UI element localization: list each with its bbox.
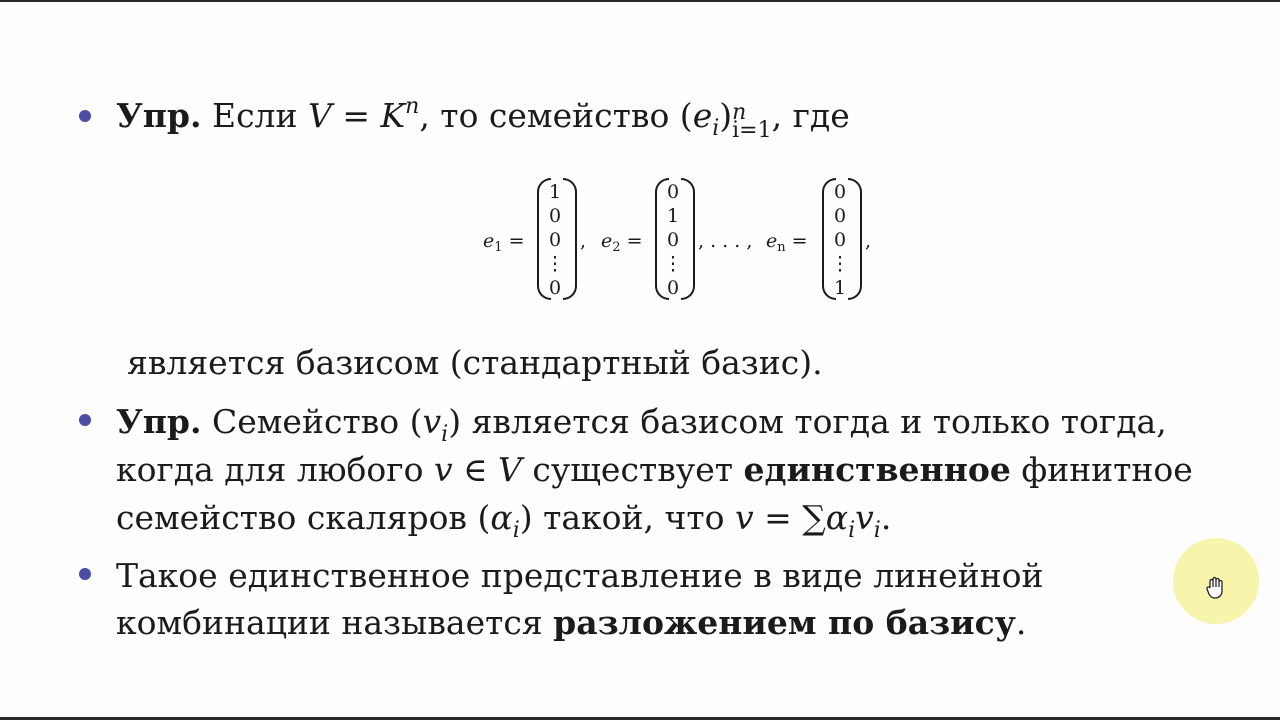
item-1-line-2: является базисом (стандартный базис).: [127, 343, 823, 382]
item-2-line-2: когда для любого v ∈ V существует единственное финитное: [116, 450, 1193, 489]
item-2-line-3: семейство скаляров $(\alpha_i)$ такой, что $v = \sum\alpha_iv_i$.: [116, 498, 892, 543]
right-paren: [681, 178, 695, 300]
item-1-line-1: Упр. Если $V = K^n$, то семейство $(e_i)$ n i=1 , где: [116, 94, 850, 143]
vector-entries: 0 1 0 ⋮ 0: [663, 181, 683, 299]
keyword: Упр.: [116, 96, 202, 135]
vector-entries: 0 0 0 ⋮ 1: [830, 181, 850, 299]
item-2-line-1: Упр. Семейство $(v_i)$ является базисом тогда и только тогда,: [116, 402, 1167, 447]
vector-entries: 1 0 0 ⋮ 0: [545, 181, 565, 299]
right-paren: [848, 178, 862, 300]
bullet-2: [79, 414, 91, 426]
right-paren: [563, 178, 577, 300]
bullet-1: [79, 110, 91, 122]
hand-cursor-icon: [1204, 576, 1226, 605]
bullet-3: [79, 568, 91, 580]
top-frame-line: [0, 0, 1280, 2]
item-3-line-2: комбинации называется разложением по базису.: [116, 603, 1027, 642]
item-3-line-1: Такое единственное представление в виде линейной: [116, 556, 1044, 595]
keyword: Упр.: [116, 402, 202, 441]
